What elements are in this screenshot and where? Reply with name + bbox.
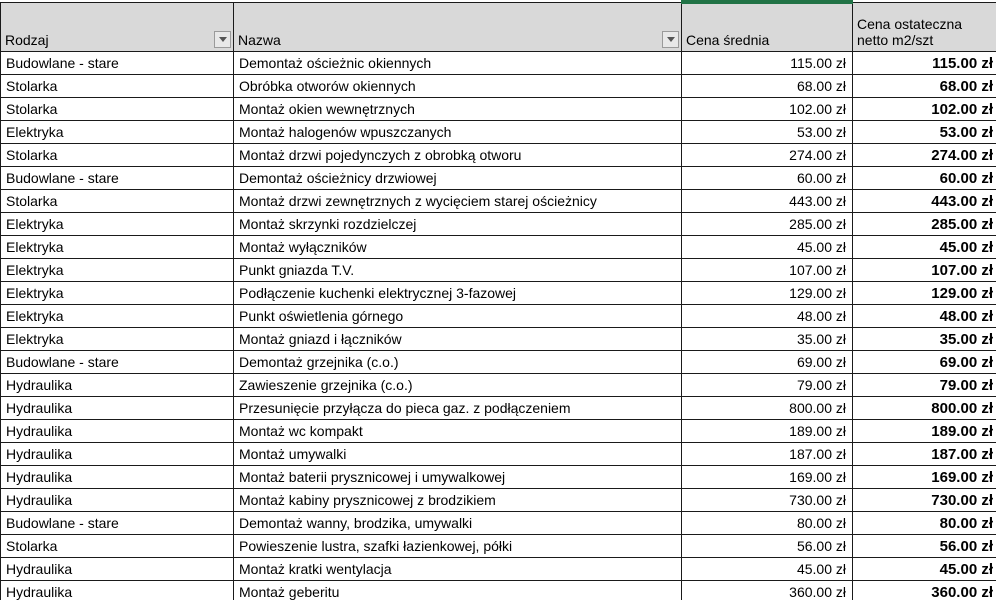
cell-cena-srednia[interactable]: 443.00 zł [682,190,853,213]
cell-cena-srednia[interactable]: 68.00 zł [682,75,853,98]
cell-cena-ostateczna[interactable]: 443.00 zł [853,190,996,213]
cell-nazwa[interactable]: Demontaż ościeżnic okiennych [234,52,682,75]
cell-cena-srednia[interactable]: 189.00 zł [682,420,853,443]
table-row [1,374,996,397]
table-row [1,512,996,535]
cell-cena-ostateczna[interactable]: 48.00 zł [853,305,996,328]
cell-nazwa[interactable]: Montaż halogenów wpuszczanych [234,121,682,144]
cell-cena-ostateczna[interactable]: 129.00 zł [853,282,996,305]
table-row [1,52,996,75]
cell-rodzaj[interactable]: Hydraulika [1,420,234,443]
cell-rodzaj[interactable]: Elektryka [1,305,234,328]
cell-cena-ostateczna[interactable]: 56.00 zł [853,535,996,558]
cell-rodzaj[interactable]: Hydraulika [1,489,234,512]
column-header-rodzaj[interactable] [1,2,234,52]
chevron-down-icon [219,37,227,42]
cell-cena-ostateczna[interactable]: 80.00 zł [853,512,996,535]
cell-cena-ostateczna[interactable]: 53.00 zł [853,121,996,144]
cell-cena-ostateczna[interactable]: 169.00 zł [853,466,996,489]
cell-nazwa[interactable]: Montaż skrzynki rozdzielczej [234,213,682,236]
cell-cena-srednia[interactable]: 48.00 zł [682,305,853,328]
cell-nazwa[interactable]: Montaż kabiny prysznicowej z brodzikiem [234,489,682,512]
cell-nazwa[interactable]: Obróbka otworów okiennych [234,75,682,98]
cell-cena-srednia[interactable]: 360.00 zł [682,581,853,600]
cell-rodzaj[interactable]: Hydraulika [1,397,234,420]
column-header-rodzaj-label: Rodzaj [5,32,49,48]
cell-nazwa[interactable]: Punkt oświetlenia górnego [234,305,682,328]
cell-nazwa[interactable]: Demontaż grzejnika (c.o.) [234,351,682,374]
cell-nazwa[interactable]: Montaż baterii prysznicowej i umywalkowej [234,466,682,489]
chevron-down-icon [667,37,675,42]
table-row [1,190,996,213]
cell-cena-ostateczna[interactable]: 102.00 zł [853,98,996,121]
table-row [1,558,996,581]
cell-nazwa[interactable]: Montaż geberitu [234,581,682,600]
column-header-cena-srednia-label: Cena średnia [686,32,770,48]
cell-rodzaj[interactable]: Budowlane - stare [1,512,234,535]
cell-cena-srednia[interactable]: 115.00 zł [682,52,853,75]
cell-nazwa[interactable]: Punkt gniazda T.V. [234,259,682,282]
cell-cena-srednia[interactable]: 35.00 zł [682,328,853,351]
cell-cena-srednia[interactable]: 60.00 zł [682,167,853,190]
cell-cena-srednia[interactable]: 79.00 zł [682,374,853,397]
cell-rodzaj[interactable]: Hydraulika [1,581,234,600]
cell-rodzaj[interactable]: Budowlane - stare [1,167,234,190]
column-header-cena-ostateczna[interactable] [853,2,996,52]
table-row [1,535,996,558]
cell-cena-ostateczna[interactable]: 274.00 zł [853,144,996,167]
table-row [1,282,996,305]
table-row [1,213,996,236]
cell-cena-srednia[interactable]: 80.00 zł [682,512,853,535]
cell-nazwa[interactable]: Demontaż ościeżnicy drzwiowej [234,167,682,190]
cell-rodzaj[interactable]: Elektryka [1,236,234,259]
cell-cena-srednia[interactable]: 730.00 zł [682,489,853,512]
cell-rodzaj[interactable]: Stolarka [1,98,234,121]
cell-cena-srednia[interactable]: 45.00 zł [682,236,853,259]
cell-cena-ostateczna[interactable]: 60.00 zł [853,167,996,190]
cell-nazwa[interactable]: Montaż umywalki [234,443,682,466]
cell-nazwa[interactable]: Przesunięcie przyłącza do pieca gaz. z podłączeniem [234,397,682,420]
cell-nazwa[interactable]: Montaż drzwi pojedynczych z obrobką otworu [234,144,682,167]
filter-dropdown-icon[interactable] [214,31,231,48]
cell-cena-ostateczna[interactable]: 45.00 zł [853,236,996,259]
table-row [1,443,996,466]
cell-nazwa[interactable]: Montaż kratki wentylacja [234,558,682,581]
table-row [1,121,996,144]
table-row [1,328,996,351]
table-row [1,466,996,489]
table-row [1,351,996,374]
cell-cena-ostateczna[interactable]: 107.00 zł [853,259,996,282]
cell-cena-ostateczna[interactable]: 115.00 zł [853,52,996,75]
cell-rodzaj[interactable]: Stolarka [1,535,234,558]
cell-rodzaj[interactable]: Hydraulika [1,443,234,466]
cell-rodzaj[interactable]: Hydraulika [1,558,234,581]
cell-cena-srednia[interactable]: 129.00 zł [682,282,853,305]
cell-cena-srednia[interactable]: 800.00 zł [682,397,853,420]
cell-cena-ostateczna[interactable]: 45.00 zł [853,558,996,581]
cell-cena-srednia[interactable]: 69.00 zł [682,351,853,374]
cell-nazwa[interactable]: Demontaż wanny, brodzika, umywalki [234,512,682,535]
cell-nazwa[interactable]: Powieszenie lustra, szafki łazienkowej, półki [234,535,682,558]
cell-cena-srednia[interactable]: 53.00 zł [682,121,853,144]
cell-cena-srednia[interactable]: 107.00 zł [682,259,853,282]
cell-rodzaj[interactable]: Stolarka [1,190,234,213]
cell-rodzaj[interactable]: Budowlane - stare [1,52,234,75]
cell-rodzaj[interactable]: Elektryka [1,259,234,282]
cell-nazwa[interactable]: Montaż gniazd i łączników [234,328,682,351]
table-row [1,167,996,190]
table-row [1,397,996,420]
cell-rodzaj[interactable]: Hydraulika [1,466,234,489]
header-row [1,2,996,52]
table-row [1,420,996,443]
cell-rodzaj[interactable]: Hydraulika [1,374,234,397]
column-header-cena-srednia[interactable] [682,2,853,52]
cell-cena-srednia[interactable]: 187.00 zł [682,443,853,466]
table-row [1,98,996,121]
cell-cena-ostateczna[interactable]: 285.00 zł [853,213,996,236]
cell-cena-ostateczna[interactable]: 360.00 zł [853,581,996,600]
table-row [1,581,996,600]
cell-cena-srednia[interactable]: 102.00 zł [682,98,853,121]
cell-rodzaj[interactable]: Stolarka [1,75,234,98]
column-header-nazwa-label: Nazwa [238,32,281,48]
cell-cena-ostateczna[interactable]: 35.00 zł [853,328,996,351]
column-header-nazwa[interactable] [234,2,682,52]
cell-cena-ostateczna[interactable]: 730.00 zł [853,489,996,512]
cell-cena-ostateczna[interactable]: 189.00 zł [853,420,996,443]
table-row [1,259,996,282]
cell-rodzaj[interactable]: Elektryka [1,328,234,351]
cell-cena-ostateczna[interactable]: 69.00 zł [853,351,996,374]
cell-cena-srednia[interactable]: 56.00 zł [682,535,853,558]
cell-cena-srednia[interactable]: 169.00 zł [682,466,853,489]
cell-nazwa[interactable]: Podłączenie kuchenki elektrycznej 3-fazowej [234,282,682,305]
table-row [1,305,996,328]
cell-rodzaj[interactable]: Stolarka [1,144,234,167]
cell-cena-ostateczna[interactable]: 187.00 zł [853,443,996,466]
cell-cena-srednia[interactable]: 285.00 zł [682,213,853,236]
cell-rodzaj[interactable]: Elektryka [1,121,234,144]
table-row [1,75,996,98]
table-row [1,236,996,259]
cell-nazwa[interactable]: Montaż wyłączników [234,236,682,259]
cell-nazwa[interactable]: Montaż drzwi zewnętrznych z wycięciem starej ościeżnicy [234,190,682,213]
cell-cena-ostateczna[interactable]: 800.00 zł [853,397,996,420]
table-row [1,489,996,512]
cell-rodzaj[interactable]: Elektryka [1,282,234,305]
cell-rodzaj[interactable]: Budowlane - stare [1,351,234,374]
column-header-cena-ostateczna-label: Cena ostateczna netto m2/szt [857,16,963,48]
table-row [1,144,996,167]
cell-rodzaj[interactable]: Elektryka [1,213,234,236]
filter-dropdown-icon[interactable] [662,31,679,48]
cell-nazwa[interactable]: Zawieszenie grzejnika (c.o.) [234,374,682,397]
cell-cena-srednia[interactable]: 45.00 zł [682,558,853,581]
cell-cena-ostateczna[interactable]: 79.00 zł [853,374,996,397]
cell-cena-srednia[interactable]: 274.00 zł [682,144,853,167]
cell-nazwa[interactable]: Montaż okien wewnętrznych [234,98,682,121]
cell-cena-ostateczna[interactable]: 68.00 zł [853,75,996,98]
cell-nazwa[interactable]: Montaż wc kompakt [234,420,682,443]
